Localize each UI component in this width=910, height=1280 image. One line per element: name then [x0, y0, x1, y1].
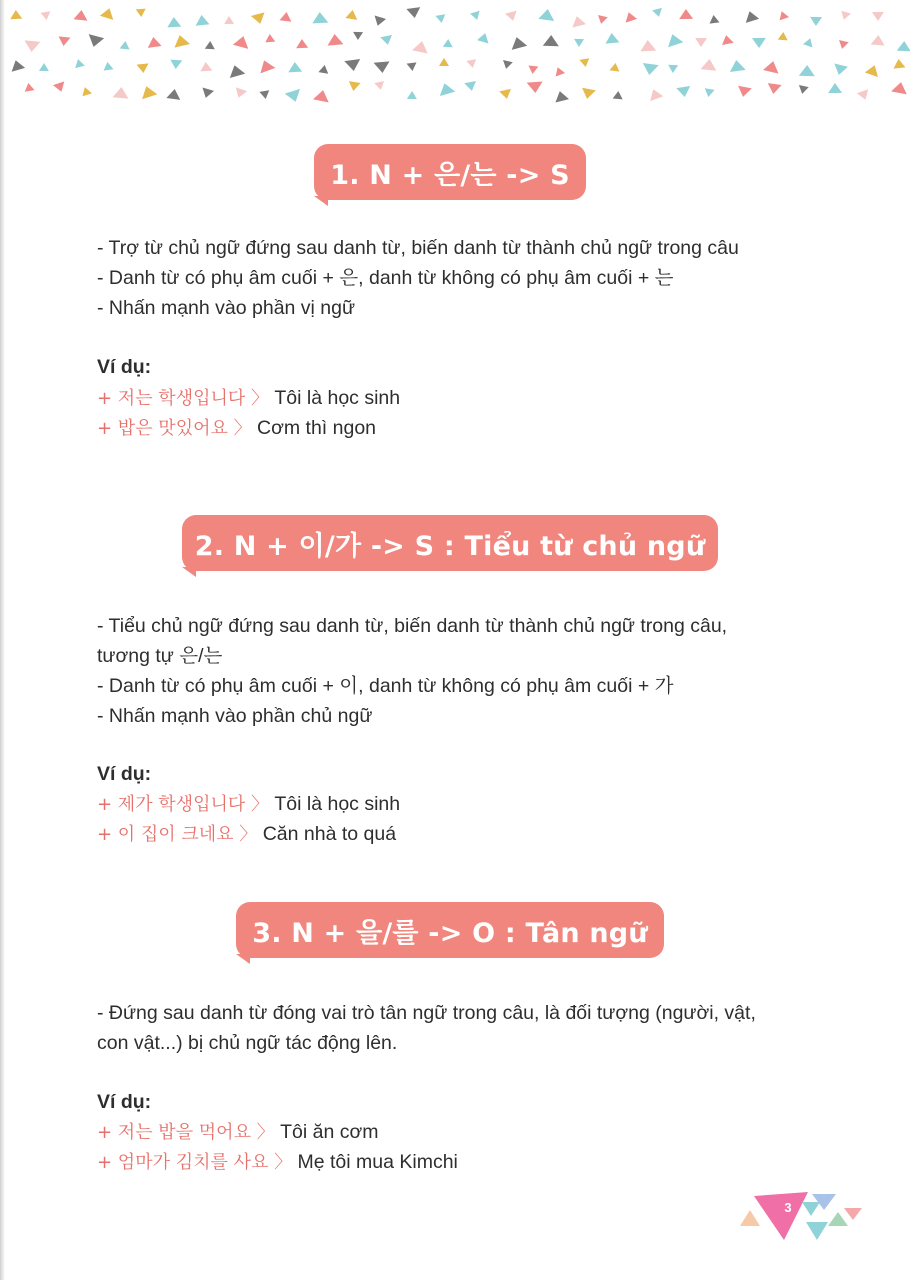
confetti-triangle: [891, 81, 909, 95]
confetti-triangle: [120, 40, 131, 49]
section-2-bullet-2: - Danh từ có phụ âm cuối + 이, danh từ không có phụ âm cuối + 가: [97, 675, 674, 697]
confetti-triangle: [477, 32, 491, 44]
confetti-triangle: [58, 36, 71, 46]
confetti-triangle: [312, 12, 329, 24]
confetti-triangle: [170, 60, 183, 70]
section-1-example-label: Ví dụ:: [97, 356, 152, 378]
confetti-triangle: [372, 15, 386, 27]
confetti-triangle: [80, 86, 92, 97]
confetti-triangle: [166, 88, 181, 100]
confetti-triangle: [709, 14, 720, 23]
confetti-triangle: [407, 91, 417, 99]
confetti-triangle: [100, 6, 116, 20]
confetti-triangle: [24, 40, 41, 52]
confetti-triangle: [102, 61, 113, 70]
confetti-triangle: [700, 58, 717, 71]
confetti-triangle: [137, 63, 150, 73]
confetti-triangle: [296, 39, 308, 48]
section-2-bullet-1-cont: tương tự 은/는: [97, 645, 223, 667]
confetti-triangle: [374, 61, 391, 73]
confetti-triangle: [139, 84, 158, 99]
confetti-triangle: [205, 41, 215, 50]
confetti-triangle: [39, 63, 49, 71]
confetti-triangle: [797, 85, 808, 95]
section-1-bullet-1: - Trợ từ chủ ngữ đứng sau danh từ, biến danh từ thành chủ ngữ trong câu: [97, 237, 739, 259]
confetti-triangle: [259, 90, 270, 100]
confetti-triangle: [543, 35, 559, 47]
confetti-triangle: [665, 32, 684, 47]
section-2-example-2: [97, 819, 396, 850]
confetti-triangle: [353, 32, 363, 40]
confetti-triangle: [200, 88, 214, 100]
confetti-triangle: [574, 39, 584, 47]
confetti-triangle: [439, 58, 449, 66]
confetti-triangle: [374, 81, 385, 91]
confetti-triangle: [73, 58, 85, 68]
confetti-triangle: [74, 9, 89, 20]
confetti-triangle: [380, 35, 393, 46]
confetti-triangle: [172, 33, 190, 47]
section-3-title-tail: [236, 954, 250, 964]
confetti-triangle: [443, 39, 453, 48]
confetti-triangle: [136, 9, 147, 18]
confetti-triangle: [466, 59, 477, 69]
confetti-triangle: [9, 58, 25, 71]
confetti-triangle: [605, 32, 620, 43]
korean-sentence: + 제가 학생입니다 〉: [97, 794, 269, 815]
confetti-triangle: [224, 16, 234, 24]
confetti-triangle: [579, 58, 590, 68]
section-2-title-tail: [182, 567, 196, 577]
confetti-triangle: [407, 62, 418, 71]
confetti-triangle: [285, 89, 304, 104]
confetti-triangle: [86, 34, 104, 49]
confetti-triangle: [113, 86, 130, 98]
confetti-triangle: [406, 7, 421, 19]
triangle-cluster-icon: [740, 1188, 870, 1248]
korean-sentence: + 저는 학생입니다 〉: [97, 388, 269, 409]
confetti-triangle: [766, 83, 781, 95]
section-3-bullet-1: - Đứng sau danh từ đóng vai trò tân ngữ trong câu, là đối tượng (người, vật,: [97, 1002, 756, 1024]
confetti-header-decoration: [0, 0, 910, 112]
section-2-example-1: [97, 789, 400, 820]
confetti-triangle: [778, 32, 789, 41]
section-1-example-2: [97, 413, 376, 444]
korean-sentence: + 엄마가 김치를 사요 〉: [97, 1152, 293, 1173]
page-number: 3: [784, 1200, 792, 1215]
confetti-triangle: [257, 58, 276, 74]
confetti-triangle: [265, 34, 276, 43]
confetti-triangle: [53, 81, 67, 93]
section-3-bullet-1-cont: con vật...) bị chủ ngữ tác động lên.: [97, 1032, 398, 1054]
confetti-triangle: [200, 62, 213, 72]
confetti-triangle: [345, 9, 358, 20]
korean-sentence: + 이 집이 크네요 〉: [97, 824, 258, 845]
confetti-triangle: [777, 10, 789, 21]
confetti-triangle: [167, 17, 182, 28]
confetti-triangle: [347, 81, 360, 92]
confetti-triangle: [580, 88, 596, 100]
confetti-triangle: [695, 38, 707, 47]
confetti-triangle: [318, 64, 329, 74]
confetti-triangle: [865, 63, 881, 77]
korean-sentence: + 밥은 맛있어요 〉: [97, 418, 252, 439]
section-3-example-2: [97, 1147, 458, 1178]
confetti-triangle: [553, 66, 565, 77]
confetti-triangle: [828, 83, 842, 93]
confetti-triangle: [233, 34, 251, 49]
vietnamese-translation: Tôi là học sinh: [274, 793, 401, 815]
confetti-triangle: [505, 11, 519, 23]
confetti-triangle: [857, 89, 871, 101]
confetti-triangle: [288, 62, 303, 73]
section-2-bullet-3: - Nhấn mạnh vào phần chủ ngữ: [97, 705, 373, 727]
confetti-triangle: [609, 62, 620, 71]
confetti-triangle: [233, 87, 247, 99]
confetti-triangle: [668, 65, 678, 74]
confetti-triangle: [893, 58, 906, 68]
confetti-triangle: [871, 35, 886, 46]
confetti-triangle: [596, 15, 608, 25]
confetti-triangle: [703, 88, 714, 98]
confetti-triangle: [553, 89, 569, 102]
confetti-triangle: [538, 8, 555, 21]
vietnamese-translation: Tôi là học sinh: [274, 387, 401, 409]
confetti-triangle: [623, 10, 637, 22]
confetti-triangle: [728, 59, 745, 72]
confetti-triangle: [528, 65, 539, 74]
korean-sentence: + 저는 밥을 먹어요 〉: [97, 1122, 275, 1143]
confetti-triangle: [313, 88, 331, 102]
confetti-triangle: [613, 91, 624, 100]
section-1-bullet-3: - Nhấn mạnh vào phần vị ngữ: [97, 297, 356, 319]
confetti-triangle: [736, 86, 752, 98]
confetti-triangle: [641, 63, 658, 76]
section-1-title: 1. N + 은/는 -> S: [314, 144, 586, 200]
confetti-triangle: [501, 60, 513, 70]
confetti-triangle: [839, 11, 851, 21]
confetti-triangle: [40, 11, 51, 20]
confetti-triangle: [679, 9, 693, 19]
section-1-bullet-2: - Danh từ có phụ âm cuối + 은, danh từ không có phụ âm cuối + 는: [97, 267, 674, 289]
confetti-triangle: [344, 59, 361, 72]
section-3-example-1: [97, 1117, 379, 1148]
confetti-triangle: [227, 63, 245, 78]
confetti-triangle: [435, 14, 446, 24]
confetti-triangle: [527, 81, 544, 93]
confetti-triangle: [752, 38, 766, 48]
confetti-triangle: [832, 64, 848, 77]
confetti-triangle: [652, 8, 664, 18]
confetti-triangle: [195, 14, 210, 25]
confetti-triangle: [509, 35, 527, 50]
confetti-triangle: [279, 11, 292, 21]
vietnamese-translation: Mẹ tôi mua Kimchi: [297, 1151, 458, 1173]
confetti-triangle: [146, 36, 161, 48]
confetti-triangle: [640, 40, 657, 52]
confetti-triangle: [464, 81, 477, 92]
confetti-triangle: [23, 82, 34, 91]
confetti-triangle: [872, 12, 884, 21]
confetti-triangle: [499, 89, 513, 100]
section-3-title: 3. N + 을/를 -> O : Tân ngữ: [236, 902, 664, 958]
page-number-decoration: [740, 1188, 870, 1248]
vietnamese-translation: Căn nhà to quá: [262, 823, 397, 845]
confetti-triangle: [412, 39, 430, 53]
section-2-title: 2. N + 이/가 -> S : Tiểu từ chủ ngữ: [182, 515, 718, 571]
confetti-triangle: [570, 14, 586, 27]
confetti-triangle: [837, 40, 849, 50]
confetti-triangle: [647, 87, 664, 101]
section-3-example-label: Ví dụ:: [97, 1091, 152, 1113]
confetti-triangle: [743, 9, 759, 23]
confetti-triangle: [327, 33, 344, 45]
confetti-triangle: [720, 34, 733, 45]
confetti-triangle: [799, 65, 815, 77]
vietnamese-translation: Cơm thì ngon: [257, 417, 377, 439]
confetti-triangle: [470, 11, 482, 22]
confetti-triangle: [676, 86, 691, 98]
confetti-triangle: [803, 37, 815, 48]
confetti-triangle: [437, 81, 455, 96]
section-2-bullet-1: - Tiểu chủ ngữ đứng sau danh từ, biến danh từ thành chủ ngữ trong câu,: [97, 615, 728, 637]
confetti-triangle: [897, 41, 910, 52]
confetti-triangle: [810, 17, 822, 26]
section-1-example-1: [97, 383, 400, 414]
confetti-triangle: [10, 10, 22, 20]
confetti-triangle: [763, 59, 781, 73]
confetti-triangle: [251, 12, 267, 25]
vietnamese-translation: Tôi ăn cơm: [280, 1121, 379, 1143]
section-1-title-tail: [314, 196, 328, 206]
page-edge-shadow: [0, 0, 5, 1280]
section-2-example-label: Ví dụ:: [97, 763, 152, 785]
